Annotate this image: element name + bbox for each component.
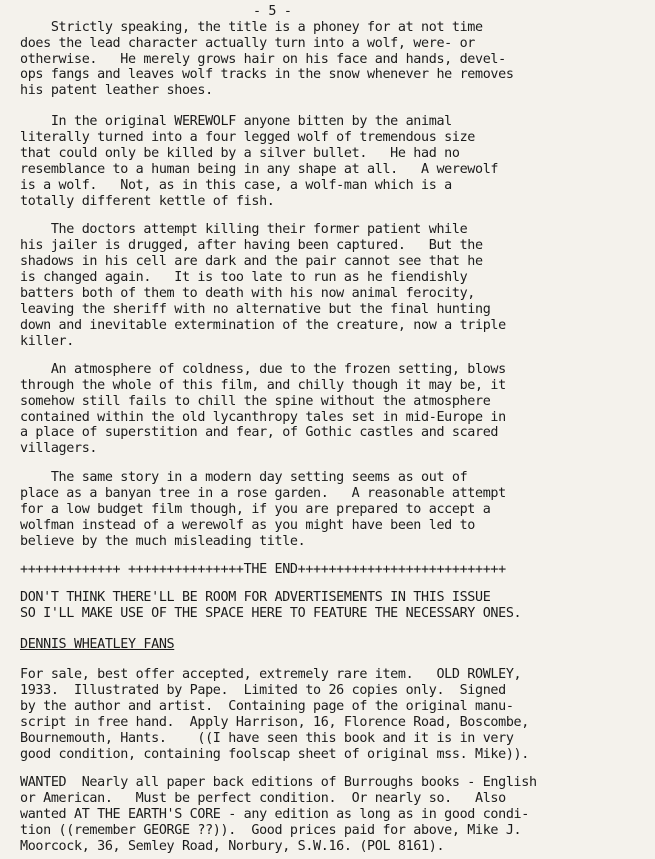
text-line: place as a banyan tree in a rose garden. A reasonable attempt <box>20 486 506 501</box>
text-line: does the lead character actually turn into a wolf, were- or <box>20 36 475 51</box>
text-line: villagers. <box>20 441 98 456</box>
text-line: tion ((remember GEORGE ??)). Good prices paid for above, Mike J. <box>20 823 522 838</box>
text-line: by the author and artist. Containing page of the original manu- <box>20 699 514 714</box>
text-line: literally turned into a four legged wolf of tremendous size <box>20 130 475 145</box>
the-end-divider: +++++++++++++ +++++++++++++++THE END+++++++++++++++++++++++++++ <box>20 562 506 577</box>
text-line: In the original WEREWOLF anyone bitten by the animal <box>20 114 452 129</box>
text-line: for a low budget film though, if you are prepared to accept a <box>20 502 491 517</box>
text-line: contained within the old lycanthropy tales set in mid-Europe in <box>20 410 506 425</box>
text-line: his jailer is drugged, after having been captured. But the <box>20 238 483 253</box>
text-line: script in free hand. Apply Harrison, 16, Florence Road, Boscombe, <box>20 715 529 730</box>
text-line: leaving the sheriff with no alternative but the final hunting <box>20 302 491 317</box>
text-line: DON'T THINK THERE'LL BE ROOM FOR ADVERTISEMENTS IN THIS ISSUE <box>20 590 491 605</box>
text-line: somehow still fails to chill the spine without the atmosphere <box>20 394 491 409</box>
text-line: SO I'LL MAKE USE OF THE SPACE HERE TO FEATURE THE NECESSARY ONES. <box>20 606 522 621</box>
text-line: down and inevitable extermination of the creature, now a triple <box>20 318 506 333</box>
text-line: is a wolf. Not, as in this case, a wolf-man which is a <box>20 178 452 193</box>
text-line: killer. <box>20 334 74 349</box>
text-line: Strictly speaking, the title is a phoney for at not time <box>20 20 483 35</box>
text-line: WANTED Nearly all paper back editions of Burroughs books - English <box>20 775 537 790</box>
text-line: wolfman instead of a werewolf as you might have been led to <box>20 518 475 533</box>
text-line: The same story in a modern day setting seems as out of <box>20 470 468 485</box>
text-line: is changed again. It is too late to run as he fiendishly <box>20 270 468 285</box>
text-line: totally different kettle of fish. <box>20 194 275 209</box>
section-heading: DENNIS WHEATLEY FANS <box>20 637 175 652</box>
text-line: An atmosphere of coldness, due to the frozen setting, blows <box>20 362 506 377</box>
text-line: ops fangs and leaves wolf tracks in the snow whenever he removes <box>20 67 514 82</box>
text-line: or American. Must be perfect condition. Or nearly so. Also <box>20 791 506 806</box>
text-line: otherwise. He merely grows hair on his face and hands, devel- <box>20 52 506 67</box>
text-line: believe by the much misleading title. <box>20 534 306 549</box>
text-line: through the whole of this film, and chilly though it may be, it <box>20 378 506 393</box>
text-line: Moorcock, 36, Semley Road, Norbury, S.W.16. (POL 8161). <box>20 839 445 854</box>
text-line: 1933. Illustrated by Pape. Limited to 26 copies only. Signed <box>20 683 506 698</box>
text-line: The doctors attempt killing their former patient while <box>20 222 468 237</box>
text-line: shadows in his cell are dark and the pair cannot see that he <box>20 254 483 269</box>
text-line: that could only be killed by a silver bullet. He had no <box>20 146 460 161</box>
text-line: good condition, containing foolscap sheet of original mss. Mike)). <box>20 747 529 762</box>
text-line: resemblance to a human being in any shape at all. A werewolf <box>20 162 499 177</box>
text-line: a place of superstition and fear, of Gothic castles and scared <box>20 425 499 440</box>
text-line: For sale, best offer accepted, extremely rare item. OLD ROWLEY, <box>20 667 522 682</box>
text-line: wanted AT THE EARTH'S CORE - any edition as long as in good condi- <box>20 807 529 822</box>
text-line: Bournemouth, Hants. ((I have seen this book and it is in very <box>20 731 514 746</box>
page-number: - 5 - <box>253 4 292 19</box>
text-line: batters both of them to death with his now animal ferocity, <box>20 286 475 301</box>
text-line: his patent leather shoes. <box>20 83 213 98</box>
